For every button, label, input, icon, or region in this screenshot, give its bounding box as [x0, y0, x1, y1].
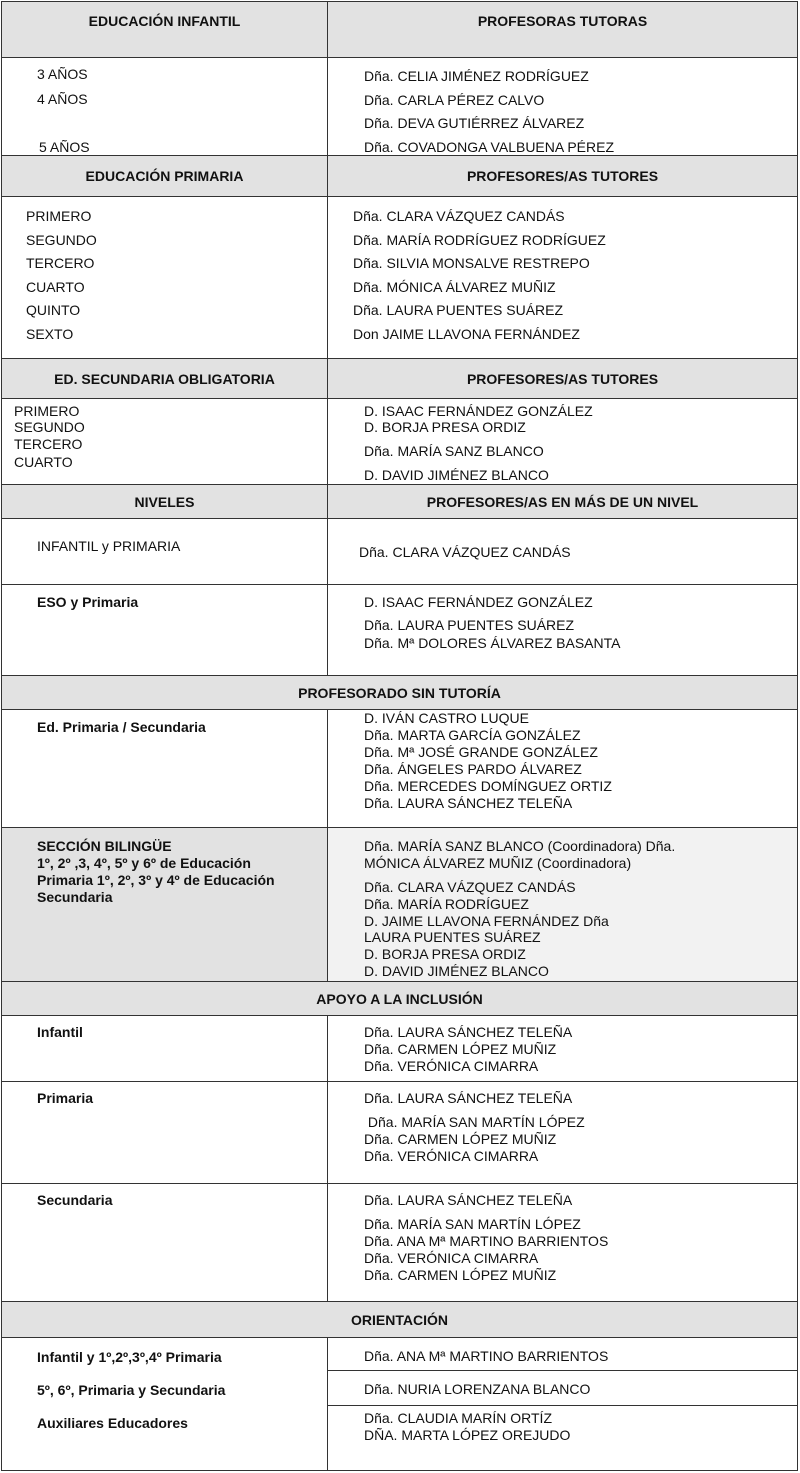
niveles-header-left: NIVELES: [134, 493, 195, 510]
teacher-name: LAURA PUENTES SUÁREZ: [364, 929, 541, 945]
level-label: PRIMERO: [14, 403, 80, 419]
teacher-name: D. ISAAC FERNÁNDEZ GONZÁLEZ: [364, 594, 593, 610]
coordinator-name: MÓNICA ÁLVAREZ MUÑIZ (Coordinadora): [364, 855, 632, 871]
teacher-name: Dña. MARÍA SAN MARTÍN LÓPEZ: [364, 1114, 585, 1130]
level-label: QUINTO: [26, 302, 81, 318]
staff-table: [1, 1, 798, 1471]
bilingue-title: SECCIÓN BILINGÜE: [37, 838, 172, 854]
stage-label: Primaria: [37, 1090, 94, 1106]
level-label: CUARTO: [26, 279, 85, 295]
level-label: CUARTO: [14, 454, 73, 470]
bilingue-desc: Primaria 1º, 2º, 3º y 4º de Educación: [37, 872, 275, 888]
inclusion-infantil-row: [1, 1015, 798, 1081]
infantil-header-right: PROFESORAS TUTORAS: [477, 13, 648, 29]
level-label: SEGUNDO: [26, 232, 97, 248]
teacher-name: Dña. CARMEN LÓPEZ MUÑIZ: [364, 1131, 557, 1147]
level-label: 5 AÑOS: [39, 139, 90, 155]
niveles-row-2: [1, 584, 798, 675]
level-label: 4 AÑOS: [37, 91, 88, 107]
teacher-name: Dña. CLAUDIA MARÍN ORTÍZ: [364, 1410, 553, 1426]
sin-tutoria-body-row: [1, 709, 798, 827]
teacher-name: Dña. LAURA SÁNCHEZ TELEÑA: [364, 1024, 573, 1040]
primaria-body-row: [1, 196, 798, 358]
primaria-header-left: EDUCACIÓN PRIMARIA: [85, 168, 244, 184]
row-divider: [328, 1370, 797, 1371]
tutor-name: Dña. LAURA PUENTES SUÁREZ: [353, 302, 564, 318]
level-group-label: ESO y Primaria: [37, 594, 139, 610]
eso-header-right: PROFESORES/AS TUTORES: [466, 370, 659, 387]
bilingue-desc: Secundaria: [37, 889, 113, 905]
teacher-name: Dña. LAURA SÁNCHEZ TELEÑA: [364, 1192, 573, 1208]
row-divider: [328, 1405, 797, 1406]
primaria-header-row: [1, 155, 798, 196]
stage-label: 5º, 6º, Primaria y Secundaria: [37, 1382, 226, 1398]
sin-tutoria-header-row: [1, 675, 798, 709]
inclusion-secundaria-row: [1, 1183, 798, 1301]
teacher-name: Dña. VERÓNICA CIMARRA: [364, 1148, 539, 1164]
eso-header-left: ED. SECUNDARIA OBLIGATORIA: [54, 370, 275, 387]
stage-label: Auxiliares Educadores: [37, 1415, 188, 1431]
tutor-name: Dña. COVADONGA VALBUENA PÉREZ: [364, 139, 615, 155]
infantil-header-left: EDUCACIÓN INFANTIL: [88, 13, 241, 29]
infantil-body-row: [1, 57, 798, 155]
teacher-name: Dña. LAURA SÁNCHEZ TELEÑA: [364, 1090, 573, 1106]
level-group-label: INFANTIL y PRIMARIA: [37, 538, 181, 554]
stage-label: Infantil: [37, 1024, 83, 1040]
teacher-name: Dña. CARMEN LÓPEZ MUÑIZ: [364, 1041, 557, 1057]
teacher-name: Dña. MARÍA SAN MARTÍN LÓPEZ: [364, 1216, 581, 1232]
niveles-header-row: [1, 484, 798, 518]
tutor-name: Dña. MARÍA SANZ BLANCO: [364, 443, 544, 459]
teacher-name: D. DAVID JIMÉNEZ BLANCO: [364, 963, 549, 979]
tutor-name: Dña. SILVIA MONSALVE RESTREPO: [353, 255, 590, 271]
teacher-name: Dña. Mª JOSÉ GRANDE GONZÁLEZ: [364, 744, 598, 760]
teacher-name: Dña. VERÓNICA CIMARRA: [364, 1250, 539, 1266]
level-label: PRIMERO: [26, 208, 92, 224]
inclusion-header-row: [1, 981, 798, 1015]
orientacion-header: ORIENTACIÓN: [351, 1311, 448, 1328]
teacher-name: Dña. LAURA PUENTES SUÁREZ: [364, 617, 575, 633]
teacher-name: Dña. ANA Mª MARTINO BARRIENTOS: [364, 1348, 609, 1364]
teacher-name: Dña. CLARA VÁZQUEZ CANDÁS: [359, 544, 571, 560]
tutor-name: D. BORJA PRESA ORDIZ: [364, 419, 526, 435]
teacher-name: Dña. MARTA GARCÍA GONZÁLEZ: [364, 727, 581, 743]
bilingue-desc: 1º, 2º ,3, 4º, 5º y 6º de Educación: [37, 855, 251, 871]
tutor-name: Dña. CARLA PÉREZ CALVO: [364, 92, 545, 108]
level-label: SEGUNDO: [14, 419, 85, 435]
teacher-name: Dña. NURIA LORENZANA BLANCO: [364, 1381, 591, 1397]
teacher-name: D. IVÁN CASTRO LUQUE: [364, 710, 529, 726]
niveles-header-right: PROFESORES/AS EN MÁS DE UN NIVEL: [426, 493, 699, 510]
teacher-name: Dña. LAURA SÁNCHEZ TELEÑA: [364, 795, 573, 811]
tutor-name: Dña. MÓNICA ÁLVAREZ MUÑIZ: [353, 279, 556, 295]
teacher-name: Dña. ANA Mª MARTINO BARRIENTOS: [364, 1233, 609, 1249]
level-label: TERCERO: [14, 436, 83, 452]
primaria-header-right: PROFESORES/AS TUTORES: [466, 168, 659, 184]
coordinator-name: Dña. MARÍA SANZ BLANCO (Coordinadora) Dña.: [364, 838, 676, 854]
tutor-name: Dña. CELIA JIMÉNEZ RODRÍGUEZ: [364, 68, 589, 84]
teacher-name: Dña. VERÓNICA CIMARRA: [364, 1058, 539, 1074]
teacher-name: Dña. CLARA VÁZQUEZ CANDÁS: [364, 879, 576, 895]
stage-label: Infantil y 1º,2º,3º,4º Primaria: [37, 1349, 222, 1365]
tutor-name: Dña. DEVA GUTIÉRREZ ÁLVAREZ: [364, 115, 585, 131]
teacher-name: Dña. MARÍA RODRÍGUEZ: [364, 896, 529, 912]
sin-tutoria-header: PROFESORADO SIN TUTORÍA: [298, 684, 501, 701]
teacher-name: D. JAIME LLAVONA FERNÁNDEZ Dña: [364, 913, 609, 929]
infantil-header-row: [1, 1, 798, 57]
tutor-name: Dña. CLARA VÁZQUEZ CANDÁS: [353, 208, 565, 224]
level-label: SEXTO: [26, 326, 74, 342]
orientacion-header-row: [1, 1301, 798, 1337]
inclusion-header: APOYO A LA INCLUSIÓN: [316, 990, 483, 1007]
tutor-name: Don JAIME LLAVONA FERNÁNDEZ: [353, 326, 580, 342]
tutor-name: Dña. MARÍA RODRÍGUEZ RODRÍGUEZ: [353, 232, 606, 248]
stage-label: Secundaria: [37, 1192, 113, 1208]
niveles-row-1: [1, 518, 798, 584]
teacher-name: DÑA. MARTA LÓPEZ OREJUDO: [364, 1427, 571, 1443]
group-label: Ed. Primaria / Secundaria: [37, 719, 206, 735]
teacher-name: Dña. MERCEDES DOMÍNGUEZ ORTIZ: [364, 778, 612, 794]
teacher-name: Dña. ÁNGELES PARDO ÁLVAREZ: [364, 761, 582, 777]
bilingue-row: [1, 827, 798, 981]
teacher-name: Dña. Mª DOLORES ÁLVAREZ BASANTA: [364, 635, 621, 651]
tutor-name: D. ISAAC FERNÁNDEZ GONZÁLEZ: [364, 403, 593, 419]
teacher-name: D. BORJA PRESA ORDIZ: [364, 946, 526, 962]
level-label: 3 AÑOS: [37, 66, 88, 82]
inclusion-primaria-row: [1, 1081, 798, 1183]
level-label: TERCERO: [26, 255, 95, 271]
teacher-name: Dña. CARMEN LÓPEZ MUÑIZ: [364, 1267, 557, 1283]
eso-body-row: [1, 398, 798, 484]
eso-header-row: [1, 358, 798, 398]
orientacion-body-row: [1, 1337, 798, 1471]
tutor-name: D. DAVID JIMÉNEZ BLANCO: [364, 467, 549, 483]
